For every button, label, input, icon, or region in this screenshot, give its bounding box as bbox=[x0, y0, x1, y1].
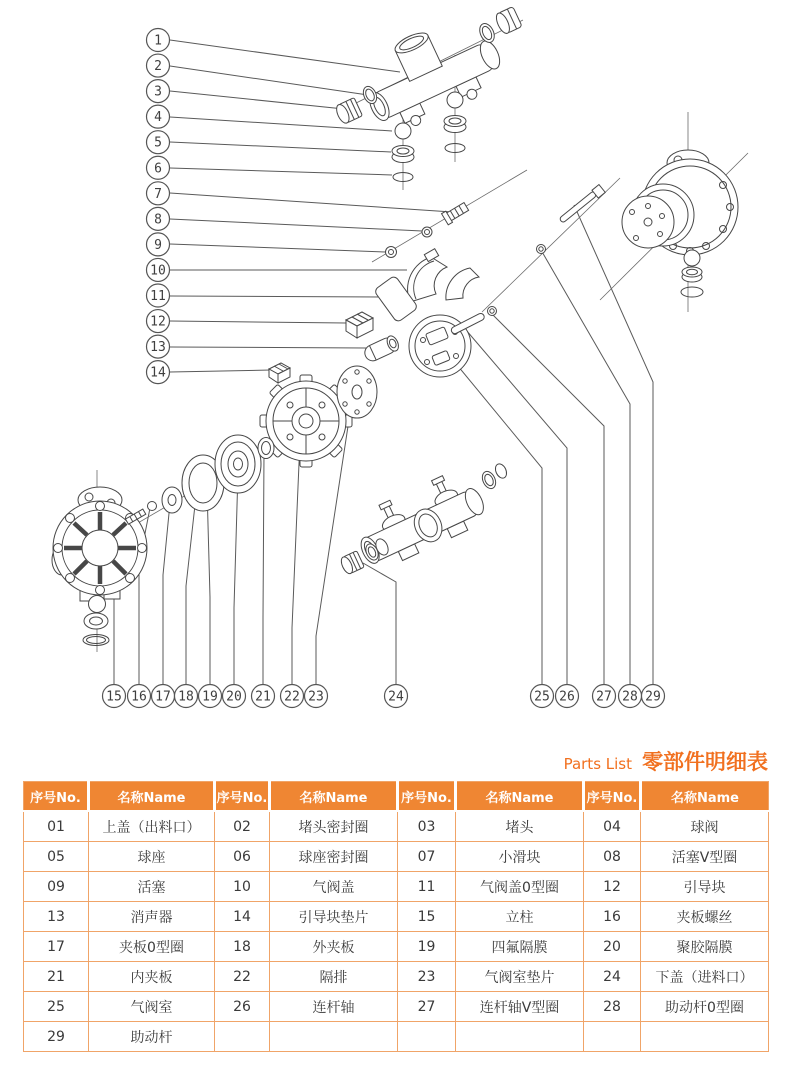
header-cell: 序号No. bbox=[584, 782, 641, 812]
svg-text:19: 19 bbox=[202, 689, 218, 705]
balloon-14 bbox=[147, 361, 170, 384]
table-row bbox=[24, 902, 769, 932]
part-name-cell: 活塞V型圈 bbox=[641, 842, 769, 872]
table-row bbox=[24, 992, 769, 1022]
svg-text:3: 3 bbox=[154, 84, 162, 100]
part-no-cell: 01 bbox=[24, 811, 89, 842]
part-ball-seat-stack-right bbox=[444, 92, 466, 153]
svg-text:1: 1 bbox=[154, 33, 162, 49]
balloon-6 bbox=[147, 156, 170, 179]
part-name-cell: 堵头 bbox=[456, 811, 584, 842]
part-booster-rod-chain bbox=[537, 185, 606, 254]
header-cell: 名称Name bbox=[641, 782, 769, 812]
part-guide-block-gasket bbox=[269, 363, 290, 383]
svg-text:10: 10 bbox=[150, 263, 166, 279]
balloon-16 bbox=[128, 685, 151, 708]
leader-lines bbox=[114, 40, 653, 685]
svg-text:20: 20 bbox=[226, 689, 242, 705]
part-no-cell: 24 bbox=[584, 962, 641, 992]
part-no-cell: 29 bbox=[24, 1022, 89, 1052]
part-name-cell: 聚胶隔膜 bbox=[641, 932, 769, 962]
svg-text:21: 21 bbox=[255, 689, 271, 705]
table-row bbox=[24, 811, 769, 842]
parts-list-title-zh: 零部件明细表 bbox=[642, 750, 768, 774]
header-cell: 名称Name bbox=[89, 782, 215, 812]
part-chamber-gasket bbox=[337, 366, 377, 418]
svg-text:23: 23 bbox=[308, 689, 324, 705]
part-name-cell: 外夹板 bbox=[270, 932, 398, 962]
part-no-cell: 23 bbox=[398, 962, 456, 992]
part-no-cell: 20 bbox=[584, 932, 641, 962]
balloon-2 bbox=[147, 54, 170, 77]
part-name-cell: 引导块 bbox=[641, 872, 769, 902]
part-name-cell: 球座密封圈 bbox=[270, 842, 398, 872]
part-no-cell: 08 bbox=[584, 842, 641, 872]
part-name-cell bbox=[641, 1022, 769, 1052]
part-name-cell: 球阀 bbox=[641, 811, 769, 842]
part-right-housing bbox=[622, 150, 738, 297]
part-no-cell: 25 bbox=[24, 992, 89, 1022]
part-no-cell: 07 bbox=[398, 842, 456, 872]
part-name-cell: 堵头密封圈 bbox=[270, 811, 398, 842]
balloon-24 bbox=[385, 685, 408, 708]
part-name-cell: 活塞 bbox=[89, 872, 215, 902]
parts-list-title bbox=[0, 747, 790, 777]
balloon-18 bbox=[175, 685, 198, 708]
part-no-cell: 09 bbox=[24, 872, 89, 902]
table-row bbox=[24, 932, 769, 962]
part-name-cell: 助动杆 bbox=[89, 1022, 215, 1052]
part-name-cell: 下盖（进料口） bbox=[641, 962, 769, 992]
part-name-cell: 引导块垫片 bbox=[270, 902, 398, 932]
part-name-cell: 连杆轴 bbox=[270, 992, 398, 1022]
part-name-cell: 球座 bbox=[89, 842, 215, 872]
part-name-cell: 连杆轴V型圈 bbox=[456, 992, 584, 1022]
part-name-cell: 上盖（出料口） bbox=[89, 811, 215, 842]
balloon-25 bbox=[531, 685, 554, 708]
balloon-4 bbox=[147, 105, 170, 128]
svg-text:16: 16 bbox=[131, 689, 147, 705]
balloon-29 bbox=[642, 685, 665, 708]
part-no-cell bbox=[398, 1022, 456, 1052]
part-no-cell: 15 bbox=[398, 902, 456, 932]
part-name-cell bbox=[456, 1022, 584, 1052]
balloon-27 bbox=[593, 685, 616, 708]
part-name-cell: 气阀盖 bbox=[270, 872, 398, 902]
svg-text:15: 15 bbox=[106, 689, 122, 705]
part-no-cell: 13 bbox=[24, 902, 89, 932]
part-name-cell: 气阀室 bbox=[89, 992, 215, 1022]
svg-text:5: 5 bbox=[154, 135, 162, 151]
balloon-9 bbox=[147, 233, 170, 256]
svg-text:11: 11 bbox=[150, 289, 166, 304]
balloon-17 bbox=[152, 685, 175, 708]
parts-table-body bbox=[24, 811, 769, 1052]
part-no-cell: 14 bbox=[215, 902, 270, 932]
balloon-20 bbox=[223, 685, 246, 708]
svg-text:25: 25 bbox=[534, 689, 550, 705]
part-no-cell: 02 bbox=[215, 811, 270, 842]
part-no-cell: 06 bbox=[215, 842, 270, 872]
part-bottom-cover-inlet bbox=[339, 462, 509, 575]
part-no-cell: 19 bbox=[398, 932, 456, 962]
svg-text:17: 17 bbox=[155, 689, 171, 705]
header-cell: 序号No. bbox=[398, 782, 456, 812]
part-guide-block bbox=[346, 312, 373, 338]
balloon-13 bbox=[147, 335, 170, 358]
part-no-cell: 03 bbox=[398, 811, 456, 842]
balloon-26 bbox=[556, 685, 579, 708]
part-name-cell: 助动杆0型圈 bbox=[641, 992, 769, 1022]
balloon-10 bbox=[147, 258, 170, 281]
balloon-5 bbox=[147, 131, 170, 154]
header-cell: 名称Name bbox=[270, 782, 398, 812]
part-no-cell: 16 bbox=[584, 902, 641, 932]
header-cell: 序号No. bbox=[24, 782, 89, 812]
part-no-cell: 18 bbox=[215, 932, 270, 962]
part-plug-seal-top-right bbox=[477, 6, 522, 44]
svg-text:29: 29 bbox=[645, 689, 661, 705]
parts-table bbox=[23, 781, 769, 1052]
part-no-cell: 11 bbox=[398, 872, 456, 902]
balloon-12 bbox=[147, 310, 170, 333]
svg-text:9: 9 bbox=[154, 237, 162, 253]
part-name-cell: 立柱 bbox=[456, 902, 584, 932]
part-left-pump-body bbox=[52, 487, 147, 646]
part-no-cell: 22 bbox=[215, 962, 270, 992]
part-diaphragm-stack bbox=[125, 435, 274, 524]
part-no-cell: 26 bbox=[215, 992, 270, 1022]
part-no-cell: 05 bbox=[24, 842, 89, 872]
part-name-cell: 小滑块 bbox=[456, 842, 584, 872]
part-no-cell: 12 bbox=[584, 872, 641, 902]
axis-line bbox=[482, 178, 620, 312]
part-no-cell: 04 bbox=[584, 811, 641, 842]
part-name-cell: 夹板0型圈 bbox=[89, 932, 215, 962]
svg-text:26: 26 bbox=[559, 689, 575, 705]
part-no-cell: 28 bbox=[584, 992, 641, 1022]
header-cell: 名称Name bbox=[456, 782, 584, 812]
part-no-cell bbox=[584, 1022, 641, 1052]
part-no-cell: 17 bbox=[24, 932, 89, 962]
balloon-8 bbox=[147, 207, 170, 230]
parts-list-title-en: Parts List bbox=[563, 755, 632, 773]
balloon-23 bbox=[305, 685, 328, 708]
svg-text:28: 28 bbox=[622, 689, 638, 705]
parts-table-header-row bbox=[24, 782, 769, 812]
balloon-11 bbox=[147, 284, 170, 307]
balloon-1 bbox=[147, 29, 170, 52]
part-no-cell: 21 bbox=[24, 962, 89, 992]
balloon-19 bbox=[199, 685, 222, 708]
svg-text:13: 13 bbox=[150, 340, 166, 356]
balloon-15 bbox=[103, 685, 126, 708]
part-no-cell: 10 bbox=[215, 872, 270, 902]
svg-text:8: 8 bbox=[154, 212, 162, 228]
svg-text:24: 24 bbox=[388, 689, 404, 705]
part-name-cell bbox=[270, 1022, 398, 1052]
part-name-cell: 四氟隔膜 bbox=[456, 932, 584, 962]
svg-text:4: 4 bbox=[154, 110, 162, 126]
svg-text:14: 14 bbox=[150, 365, 166, 381]
balloon-7 bbox=[147, 182, 170, 205]
header-cell: 序号No. bbox=[215, 782, 270, 812]
svg-text:18: 18 bbox=[178, 689, 194, 705]
part-no-cell: 27 bbox=[398, 992, 456, 1022]
balloon-28 bbox=[619, 685, 642, 708]
part-name-cell: 夹板螺丝 bbox=[641, 902, 769, 932]
balloon-22 bbox=[281, 685, 304, 708]
part-muffler bbox=[362, 334, 400, 363]
svg-text:2: 2 bbox=[154, 59, 162, 75]
svg-text:22: 22 bbox=[284, 689, 300, 705]
part-name-cell: 气阀室垫片 bbox=[456, 962, 584, 992]
part-air-valve-cover bbox=[408, 249, 447, 302]
table-row bbox=[24, 872, 769, 902]
part-name-cell: 隔排 bbox=[270, 962, 398, 992]
svg-text:7: 7 bbox=[154, 186, 162, 202]
part-name-cell: 气阀盖0型圈 bbox=[456, 872, 584, 902]
balloon-3 bbox=[147, 80, 170, 103]
part-no-cell bbox=[215, 1022, 270, 1052]
table-row bbox=[24, 842, 769, 872]
balloon-21 bbox=[252, 685, 275, 708]
table-row bbox=[24, 962, 769, 992]
part-name-cell: 消声器 bbox=[89, 902, 215, 932]
part-slide-block-chain bbox=[386, 201, 470, 258]
part-ball-seat-stack-left bbox=[392, 123, 414, 182]
part-name-cell: 内夹板 bbox=[89, 962, 215, 992]
svg-text:27: 27 bbox=[596, 689, 612, 705]
svg-text:6: 6 bbox=[154, 161, 162, 177]
svg-text:12: 12 bbox=[150, 314, 166, 330]
table-row bbox=[24, 1022, 769, 1052]
